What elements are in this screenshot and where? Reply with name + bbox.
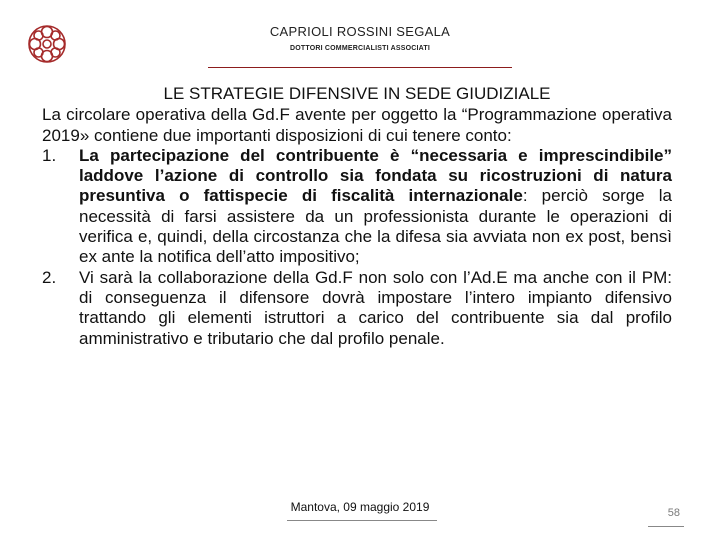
footer-place-date: Mantova, 09 maggio 2019	[290, 500, 430, 514]
list-item-text	[79, 146, 672, 268]
footer-divider	[287, 520, 437, 521]
header-divider	[208, 67, 512, 68]
page-number: 58	[667, 507, 680, 519]
list-item-rest-text: : perciò sorge la necessità di farsi assistere da un professionista durante le operazioni di verifica e, quindi, della circostanza che la difesa sia avviata non ex post, bensì ex ante la notifica dell’atto impositivo;	[79, 186, 673, 267]
list-item	[42, 268, 672, 349]
slide-content	[42, 84, 672, 349]
list-item-text: Vi sarà la collaborazione della Gd.F non solo con l’Ad.E ma anche con il PM: di conseguenza il difensore dovrà impostare l’intero impianto difensivo trattando gli elementi istruttori a carico del contribuente sia dal profilo amministrativo e tributario che dal profilo penale.	[79, 267, 672, 348]
list-number: 2.	[42, 267, 57, 287]
points-list	[42, 146, 672, 349]
slide-title: LE STRATEGIE DIFENSIVE IN SEDE GIUDIZIALE	[163, 84, 551, 103]
list-item	[42, 146, 672, 268]
list-number: 1.	[42, 145, 57, 165]
page-number-divider	[648, 526, 684, 527]
intro-paragraph: La circolare operativa della Gd.F avente per oggetto la “Programmazione operativa 2019» contiene due importanti disposizioni di cui tenere conto:	[42, 105, 672, 145]
firm-name: CAPRIOLI ROSSINI SEGALA	[269, 24, 451, 39]
firm-subtitle: DOTTORI COMMERCIALISTI ASSOCIATI	[289, 45, 431, 52]
list-item-bold-text: La partecipazione del contribuente è “necessaria e imprescindibile” laddove l’azione di controllo sia fondata su ricostruzioni di natura presuntiva o fattispecie di fiscalità internazionale	[79, 145, 672, 206]
